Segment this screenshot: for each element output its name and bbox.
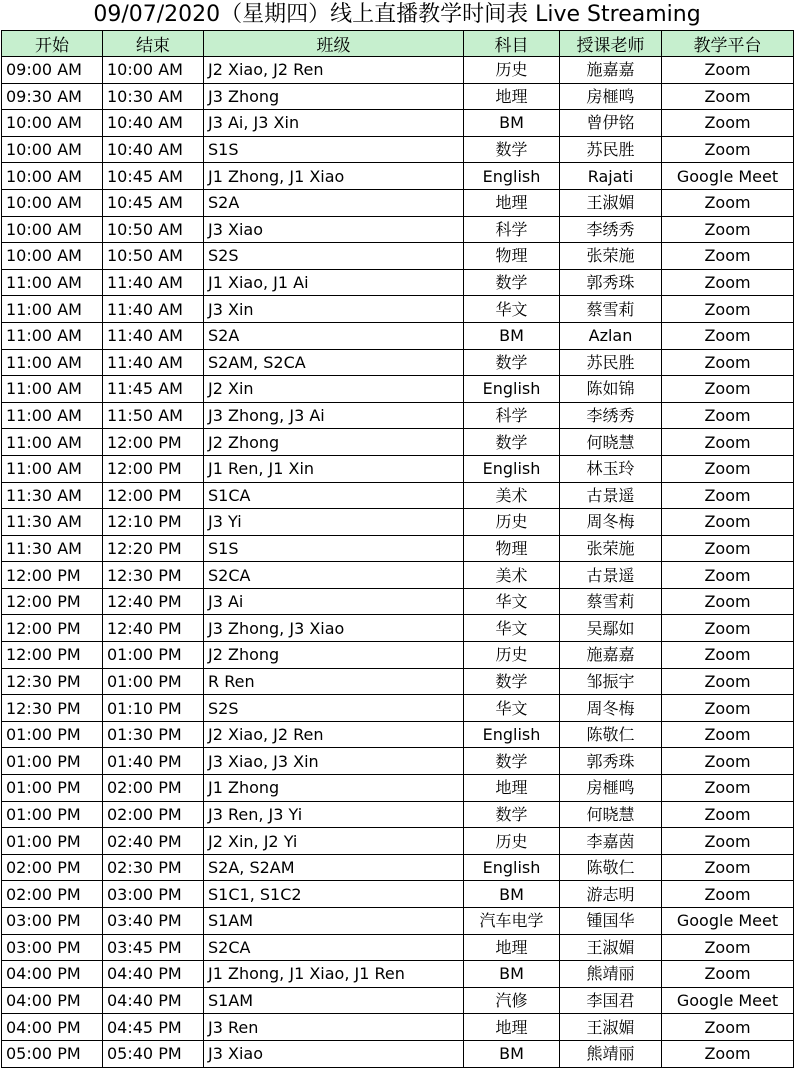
platform-cell: Zoom bbox=[662, 854, 794, 881]
subject-cell: 汽车电学 bbox=[464, 908, 560, 935]
teacher-cell: 游志明 bbox=[560, 881, 662, 908]
class-cell: S1AM bbox=[204, 987, 464, 1014]
class-cell: J1 Ren, J1 Xin bbox=[204, 455, 464, 482]
teacher-cell: 施嘉嘉 bbox=[560, 642, 662, 669]
subject-cell: 数学 bbox=[464, 269, 560, 296]
end-time-cell: 12:00 PM bbox=[103, 455, 204, 482]
teacher-cell: 锺国华 bbox=[560, 908, 662, 935]
platform-cell: Zoom bbox=[662, 668, 794, 695]
table-row bbox=[2, 934, 794, 961]
class-cell: J2 Xin bbox=[204, 376, 464, 403]
table-row bbox=[2, 482, 794, 509]
class-cell: J3 Xiao bbox=[204, 216, 464, 243]
platform-cell: Zoom bbox=[662, 695, 794, 722]
end-time-cell: 03:45 PM bbox=[103, 934, 204, 961]
class-cell: J3 Zhong, J3 Ai bbox=[204, 402, 464, 429]
platform-cell: Zoom bbox=[662, 429, 794, 456]
end-time-cell: 02:00 PM bbox=[103, 801, 204, 828]
column-header-teacher: 授课老师 bbox=[560, 31, 662, 57]
subject-cell: 美术 bbox=[464, 562, 560, 589]
end-time-cell: 04:40 PM bbox=[103, 961, 204, 988]
platform-cell: Zoom bbox=[662, 376, 794, 403]
platform-cell: Zoom bbox=[662, 57, 794, 84]
class-cell: S2CA bbox=[204, 934, 464, 961]
platform-cell: Zoom bbox=[662, 748, 794, 775]
teacher-cell: 林玉玲 bbox=[560, 455, 662, 482]
platform-cell: Zoom bbox=[662, 216, 794, 243]
teacher-cell: 陈敬仁 bbox=[560, 721, 662, 748]
class-cell: J3 Zhong, J3 Xiao bbox=[204, 615, 464, 642]
table-row bbox=[2, 535, 794, 562]
table-row bbox=[2, 562, 794, 589]
teacher-cell: 李绣秀 bbox=[560, 402, 662, 429]
end-time-cell: 01:00 PM bbox=[103, 668, 204, 695]
end-time-cell: 12:40 PM bbox=[103, 615, 204, 642]
start-time-cell: 01:00 PM bbox=[2, 775, 103, 802]
class-cell: S2CA bbox=[204, 562, 464, 589]
start-time-cell: 02:00 PM bbox=[2, 881, 103, 908]
platform-cell: Google Meet bbox=[662, 987, 794, 1014]
start-time-cell: 11:30 AM bbox=[2, 509, 103, 536]
teacher-cell: 周冬梅 bbox=[560, 695, 662, 722]
subject-cell: 地理 bbox=[464, 1014, 560, 1041]
end-time-cell: 11:40 AM bbox=[103, 322, 204, 349]
start-time-cell: 10:00 AM bbox=[2, 243, 103, 270]
table-row bbox=[2, 402, 794, 429]
class-cell: J1 Xiao, J1 Ai bbox=[204, 269, 464, 296]
platform-cell: Zoom bbox=[662, 775, 794, 802]
class-cell: S1CA bbox=[204, 482, 464, 509]
start-time-cell: 12:30 PM bbox=[2, 668, 103, 695]
header-row bbox=[2, 31, 794, 57]
start-time-cell: 11:00 AM bbox=[2, 429, 103, 456]
end-time-cell: 01:10 PM bbox=[103, 695, 204, 722]
class-cell: J3 Ren bbox=[204, 1014, 464, 1041]
table-row bbox=[2, 269, 794, 296]
table-row bbox=[2, 828, 794, 855]
start-time-cell: 09:30 AM bbox=[2, 83, 103, 110]
teacher-cell: 王淑媚 bbox=[560, 1014, 662, 1041]
class-cell: J2 Xiao, J2 Ren bbox=[204, 721, 464, 748]
subject-cell: BM bbox=[464, 1040, 560, 1067]
class-cell: R Ren bbox=[204, 668, 464, 695]
start-time-cell: 11:00 AM bbox=[2, 402, 103, 429]
class-cell: S2S bbox=[204, 695, 464, 722]
class-cell: S2S bbox=[204, 243, 464, 270]
class-cell: J3 Yi bbox=[204, 509, 464, 536]
end-time-cell: 10:30 AM bbox=[103, 83, 204, 110]
table-row bbox=[2, 243, 794, 270]
start-time-cell: 10:00 AM bbox=[2, 189, 103, 216]
platform-cell: Zoom bbox=[662, 296, 794, 323]
class-cell: J3 Ren, J3 Yi bbox=[204, 801, 464, 828]
end-time-cell: 10:50 AM bbox=[103, 216, 204, 243]
class-cell: S1AM bbox=[204, 908, 464, 935]
subject-cell: 数学 bbox=[464, 668, 560, 695]
platform-cell: Zoom bbox=[662, 243, 794, 270]
subject-cell: 历史 bbox=[464, 509, 560, 536]
start-time-cell: 01:00 PM bbox=[2, 828, 103, 855]
platform-cell: Zoom bbox=[662, 562, 794, 589]
table-row bbox=[2, 668, 794, 695]
subject-cell: 科学 bbox=[464, 402, 560, 429]
subject-cell: 华文 bbox=[464, 588, 560, 615]
platform-cell: Zoom bbox=[662, 535, 794, 562]
subject-cell: English bbox=[464, 163, 560, 190]
teacher-cell: Rajati bbox=[560, 163, 662, 190]
teacher-cell: 何晓慧 bbox=[560, 429, 662, 456]
start-time-cell: 11:00 AM bbox=[2, 269, 103, 296]
end-time-cell: 01:30 PM bbox=[103, 721, 204, 748]
table-row bbox=[2, 854, 794, 881]
class-cell: J3 Xin bbox=[204, 296, 464, 323]
class-cell: S2A, S2AM bbox=[204, 854, 464, 881]
class-cell: S1S bbox=[204, 535, 464, 562]
table-row bbox=[2, 163, 794, 190]
start-time-cell: 12:00 PM bbox=[2, 615, 103, 642]
table-row bbox=[2, 57, 794, 84]
column-header-subject: 科目 bbox=[464, 31, 560, 57]
start-time-cell: 04:00 PM bbox=[2, 961, 103, 988]
column-header-start: 开始 bbox=[2, 31, 103, 57]
table-row bbox=[2, 376, 794, 403]
teacher-cell: 熊靖丽 bbox=[560, 961, 662, 988]
end-time-cell: 04:45 PM bbox=[103, 1014, 204, 1041]
platform-cell: Zoom bbox=[662, 934, 794, 961]
table-row bbox=[2, 136, 794, 163]
end-time-cell: 11:40 AM bbox=[103, 296, 204, 323]
end-time-cell: 02:00 PM bbox=[103, 775, 204, 802]
subject-cell: BM bbox=[464, 110, 560, 137]
teacher-cell: 陈如锦 bbox=[560, 376, 662, 403]
end-time-cell: 02:30 PM bbox=[103, 854, 204, 881]
start-time-cell: 11:00 AM bbox=[2, 455, 103, 482]
table-row bbox=[2, 455, 794, 482]
table-row bbox=[2, 748, 794, 775]
table-row bbox=[2, 1014, 794, 1041]
class-cell: J1 Zhong, J1 Xiao, J1 Ren bbox=[204, 961, 464, 988]
table-row bbox=[2, 775, 794, 802]
subject-cell: 华文 bbox=[464, 296, 560, 323]
subject-cell: 华文 bbox=[464, 695, 560, 722]
end-time-cell: 10:45 AM bbox=[103, 163, 204, 190]
class-cell: J2 Xin, J2 Yi bbox=[204, 828, 464, 855]
class-cell: J3 Xiao bbox=[204, 1040, 464, 1067]
subject-cell: 历史 bbox=[464, 828, 560, 855]
teacher-cell: 邹振宇 bbox=[560, 668, 662, 695]
class-cell: J2 Zhong bbox=[204, 642, 464, 669]
subject-cell: 历史 bbox=[464, 642, 560, 669]
end-time-cell: 01:40 PM bbox=[103, 748, 204, 775]
table-row bbox=[2, 189, 794, 216]
end-time-cell: 03:00 PM bbox=[103, 881, 204, 908]
subject-cell: 物理 bbox=[464, 535, 560, 562]
teacher-cell: 苏民胜 bbox=[560, 349, 662, 376]
teacher-cell: 蔡雪莉 bbox=[560, 296, 662, 323]
subject-cell: 汽修 bbox=[464, 987, 560, 1014]
table-row bbox=[2, 881, 794, 908]
teacher-cell: 王淑媚 bbox=[560, 934, 662, 961]
subject-cell: English bbox=[464, 376, 560, 403]
platform-cell: Zoom bbox=[662, 1014, 794, 1041]
teacher-cell: 李嘉茵 bbox=[560, 828, 662, 855]
platform-cell: Google Meet bbox=[662, 163, 794, 190]
end-time-cell: 11:50 AM bbox=[103, 402, 204, 429]
subject-cell: 科学 bbox=[464, 216, 560, 243]
table-row bbox=[2, 216, 794, 243]
platform-cell: Zoom bbox=[662, 83, 794, 110]
end-time-cell: 11:40 AM bbox=[103, 349, 204, 376]
teacher-cell: 施嘉嘉 bbox=[560, 57, 662, 84]
table-row bbox=[2, 908, 794, 935]
class-cell: J1 Zhong, J1 Xiao bbox=[204, 163, 464, 190]
end-time-cell: 02:40 PM bbox=[103, 828, 204, 855]
end-time-cell: 12:00 PM bbox=[103, 482, 204, 509]
subject-cell: 历史 bbox=[464, 57, 560, 84]
class-cell: S2A bbox=[204, 189, 464, 216]
end-time-cell: 10:00 AM bbox=[103, 57, 204, 84]
subject-cell: 华文 bbox=[464, 615, 560, 642]
end-time-cell: 12:10 PM bbox=[103, 509, 204, 536]
table-row bbox=[2, 509, 794, 536]
start-time-cell: 12:00 PM bbox=[2, 562, 103, 589]
teacher-cell: Azlan bbox=[560, 322, 662, 349]
teacher-cell: 古景遥 bbox=[560, 562, 662, 589]
subject-cell: English bbox=[464, 455, 560, 482]
teacher-cell: 周冬梅 bbox=[560, 509, 662, 536]
end-time-cell: 05:40 PM bbox=[103, 1040, 204, 1067]
table-row bbox=[2, 801, 794, 828]
start-time-cell: 11:00 AM bbox=[2, 376, 103, 403]
table-row bbox=[2, 695, 794, 722]
schedule-table bbox=[1, 30, 794, 1068]
platform-cell: Zoom bbox=[662, 322, 794, 349]
class-cell: S1C1, S1C2 bbox=[204, 881, 464, 908]
platform-cell: Zoom bbox=[662, 402, 794, 429]
teacher-cell: 何晓慧 bbox=[560, 801, 662, 828]
subject-cell: BM bbox=[464, 322, 560, 349]
start-time-cell: 09:00 AM bbox=[2, 57, 103, 84]
column-header-class: 班级 bbox=[204, 31, 464, 57]
schedule-body bbox=[2, 57, 794, 1068]
class-cell: S2AM, S2CA bbox=[204, 349, 464, 376]
class-cell: J3 Xiao, J3 Xin bbox=[204, 748, 464, 775]
class-cell: J2 Zhong bbox=[204, 429, 464, 456]
end-time-cell: 03:40 PM bbox=[103, 908, 204, 935]
end-time-cell: 04:40 PM bbox=[103, 987, 204, 1014]
teacher-cell: 苏民胜 bbox=[560, 136, 662, 163]
start-time-cell: 01:00 PM bbox=[2, 748, 103, 775]
start-time-cell: 01:00 PM bbox=[2, 721, 103, 748]
start-time-cell: 12:30 PM bbox=[2, 695, 103, 722]
table-row bbox=[2, 987, 794, 1014]
subject-cell: 数学 bbox=[464, 801, 560, 828]
subject-cell: 数学 bbox=[464, 429, 560, 456]
teacher-cell: 吴鄢如 bbox=[560, 615, 662, 642]
start-time-cell: 05:00 PM bbox=[2, 1040, 103, 1067]
subject-cell: 地理 bbox=[464, 934, 560, 961]
class-cell: S1S bbox=[204, 136, 464, 163]
table-row bbox=[2, 429, 794, 456]
teacher-cell: 陈敬仁 bbox=[560, 854, 662, 881]
start-time-cell: 12:00 PM bbox=[2, 642, 103, 669]
start-time-cell: 10:00 AM bbox=[2, 136, 103, 163]
start-time-cell: 04:00 PM bbox=[2, 987, 103, 1014]
subject-cell: 物理 bbox=[464, 243, 560, 270]
table-row bbox=[2, 1040, 794, 1067]
teacher-cell: 蔡雪莉 bbox=[560, 588, 662, 615]
start-time-cell: 01:00 PM bbox=[2, 801, 103, 828]
end-time-cell: 11:45 AM bbox=[103, 376, 204, 403]
start-time-cell: 10:00 AM bbox=[2, 163, 103, 190]
start-time-cell: 10:00 AM bbox=[2, 216, 103, 243]
start-time-cell: 03:00 PM bbox=[2, 934, 103, 961]
table-row bbox=[2, 615, 794, 642]
end-time-cell: 01:00 PM bbox=[103, 642, 204, 669]
platform-cell: Zoom bbox=[662, 881, 794, 908]
table-row bbox=[2, 588, 794, 615]
subject-cell: 美术 bbox=[464, 482, 560, 509]
end-time-cell: 10:40 AM bbox=[103, 136, 204, 163]
table-row bbox=[2, 110, 794, 137]
start-time-cell: 12:00 PM bbox=[2, 588, 103, 615]
table-row bbox=[2, 322, 794, 349]
class-cell: J2 Xiao, J2 Ren bbox=[204, 57, 464, 84]
end-time-cell: 12:20 PM bbox=[103, 535, 204, 562]
start-time-cell: 11:30 AM bbox=[2, 535, 103, 562]
table-row bbox=[2, 721, 794, 748]
end-time-cell: 10:50 AM bbox=[103, 243, 204, 270]
platform-cell: Zoom bbox=[662, 1040, 794, 1067]
subject-cell: 地理 bbox=[464, 775, 560, 802]
table-row bbox=[2, 961, 794, 988]
platform-cell: Zoom bbox=[662, 110, 794, 137]
teacher-cell: 李国君 bbox=[560, 987, 662, 1014]
platform-cell: Zoom bbox=[662, 136, 794, 163]
platform-cell: Zoom bbox=[662, 269, 794, 296]
start-time-cell: 11:00 AM bbox=[2, 322, 103, 349]
teacher-cell: 王淑媚 bbox=[560, 189, 662, 216]
table-row bbox=[2, 642, 794, 669]
platform-cell: Zoom bbox=[662, 588, 794, 615]
start-time-cell: 11:30 AM bbox=[2, 482, 103, 509]
teacher-cell: 熊靖丽 bbox=[560, 1040, 662, 1067]
subject-cell: English bbox=[464, 721, 560, 748]
teacher-cell: 古景遥 bbox=[560, 482, 662, 509]
subject-cell: 数学 bbox=[464, 748, 560, 775]
table-row bbox=[2, 296, 794, 323]
table-row bbox=[2, 349, 794, 376]
teacher-cell: 张荣施 bbox=[560, 243, 662, 270]
end-time-cell: 10:45 AM bbox=[103, 189, 204, 216]
end-time-cell: 12:30 PM bbox=[103, 562, 204, 589]
platform-cell: Zoom bbox=[662, 482, 794, 509]
subject-cell: BM bbox=[464, 881, 560, 908]
page-title: 09/07/2020（星期四）线上直播教学时间表 Live Streaming bbox=[93, 2, 701, 27]
class-cell: J1 Zhong bbox=[204, 775, 464, 802]
column-header-end: 结束 bbox=[103, 31, 204, 57]
teacher-cell: 张荣施 bbox=[560, 535, 662, 562]
subject-cell: 数学 bbox=[464, 136, 560, 163]
subject-cell: BM bbox=[464, 961, 560, 988]
platform-cell: Zoom bbox=[662, 961, 794, 988]
end-time-cell: 11:40 AM bbox=[103, 269, 204, 296]
start-time-cell: 02:00 PM bbox=[2, 854, 103, 881]
column-header-platform: 教学平台 bbox=[662, 31, 794, 57]
start-time-cell: 10:00 AM bbox=[2, 110, 103, 137]
platform-cell: Zoom bbox=[662, 189, 794, 216]
table-row bbox=[2, 83, 794, 110]
teacher-cell: 曾伊铭 bbox=[560, 110, 662, 137]
subject-cell: 地理 bbox=[464, 83, 560, 110]
platform-cell: Zoom bbox=[662, 721, 794, 748]
start-time-cell: 11:00 AM bbox=[2, 349, 103, 376]
start-time-cell: 11:00 AM bbox=[2, 296, 103, 323]
subject-cell: 数学 bbox=[464, 349, 560, 376]
teacher-cell: 郭秀珠 bbox=[560, 269, 662, 296]
teacher-cell: 房榧鸣 bbox=[560, 83, 662, 110]
start-time-cell: 04:00 PM bbox=[2, 1014, 103, 1041]
platform-cell: Google Meet bbox=[662, 908, 794, 935]
end-time-cell: 10:40 AM bbox=[103, 110, 204, 137]
platform-cell: Zoom bbox=[662, 455, 794, 482]
start-time-cell: 03:00 PM bbox=[2, 908, 103, 935]
teacher-cell: 李绣秀 bbox=[560, 216, 662, 243]
platform-cell: Zoom bbox=[662, 615, 794, 642]
subject-cell: 地理 bbox=[464, 189, 560, 216]
class-cell: J3 Ai, J3 Xin bbox=[204, 110, 464, 137]
platform-cell: Zoom bbox=[662, 801, 794, 828]
subject-cell: English bbox=[464, 854, 560, 881]
platform-cell: Zoom bbox=[662, 509, 794, 536]
teacher-cell: 房榧鸣 bbox=[560, 775, 662, 802]
platform-cell: Zoom bbox=[662, 349, 794, 376]
class-cell: J3 Zhong bbox=[204, 83, 464, 110]
class-cell: J3 Ai bbox=[204, 588, 464, 615]
platform-cell: Zoom bbox=[662, 642, 794, 669]
teacher-cell: 郭秀珠 bbox=[560, 748, 662, 775]
end-time-cell: 12:40 PM bbox=[103, 588, 204, 615]
platform-cell: Zoom bbox=[662, 828, 794, 855]
class-cell: S2A bbox=[204, 322, 464, 349]
end-time-cell: 12:00 PM bbox=[103, 429, 204, 456]
